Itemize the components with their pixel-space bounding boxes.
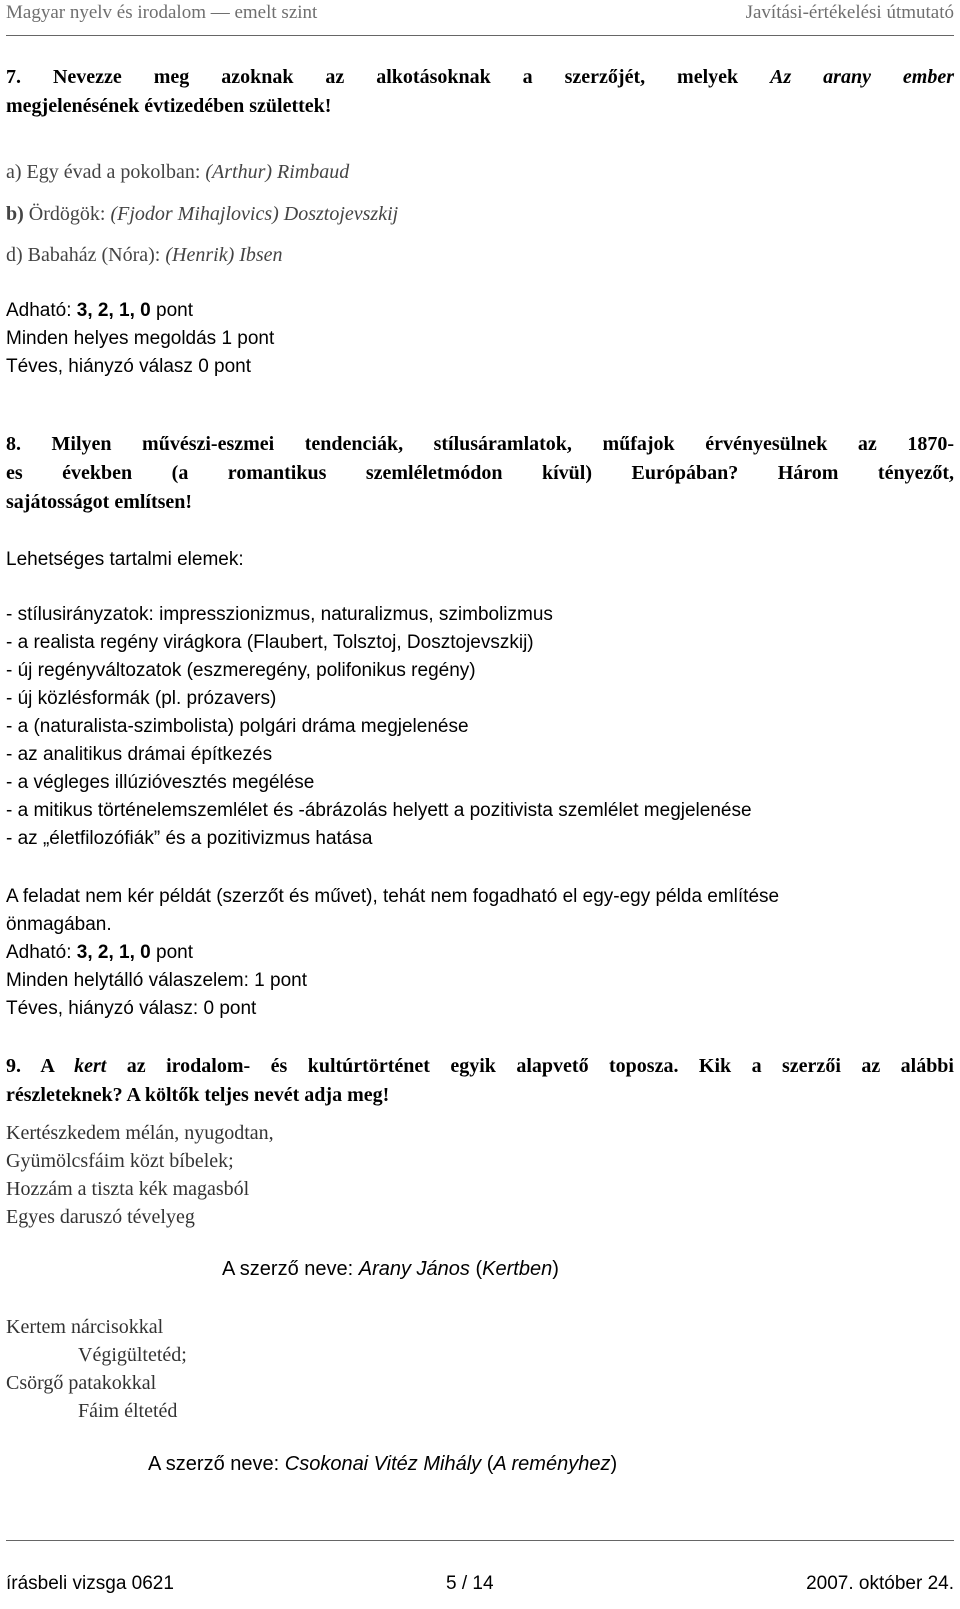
q9-kert: kert	[74, 1055, 107, 1077]
q9-rest: az irodalom- és kultúrtörténet egyik alapvető toposza. Kik a szerzői az alábbi	[106, 1055, 954, 1077]
subheading-text: Lehetséges tartalmi elemek:	[6, 549, 244, 570]
q9-line2: részleteknek? A költők teljes nevét adja meg!	[6, 1084, 390, 1106]
list-item: - a mitikus történelemszemlélet és -ábrázolás helyett a pozitivista szemlélet megjelenése	[6, 800, 752, 821]
scoring-prefix: Adható:	[6, 300, 77, 321]
poem-line: Gyümölcsfáim közt bíbelek;	[6, 1150, 234, 1172]
answer-author: (Fjodor Mihajlovics) Dosztojevszkij	[110, 203, 399, 225]
author-answer-2: A szerző neve: Csokonai Vitéz Mihály (A reményhez)	[148, 1453, 618, 1475]
author-work: Kertben	[482, 1258, 553, 1280]
q8-line3: sajátosságot említsen!	[6, 491, 193, 513]
page-footer	[6, 1573, 954, 1599]
list-item: - a realista regény virágkora (Flaubert, Tolsztoj, Dosztojevszkij)	[6, 632, 534, 653]
poem-line: Egyes daruszó tévelyeg	[6, 1206, 195, 1228]
footer-center: 5 / 14	[446, 1573, 494, 1594]
scoring-suffix: pont	[150, 300, 193, 321]
footer-right: 2007. október 24.	[806, 1573, 954, 1594]
footer-left: írásbeli vizsga 0621	[6, 1573, 174, 1594]
scoring-values: 3, 2, 1, 0	[76, 300, 151, 321]
question-9	[6, 1052, 954, 1110]
q7-text: 7. Nevezze meg azoknak az alkotásoknak a szerzőjét, melyek	[6, 66, 771, 88]
list-item: - a végleges illúzióvesztés megélése	[6, 772, 315, 793]
q8-subheading	[6, 546, 954, 574]
note-line: önmagában.	[6, 914, 112, 935]
poem-line: Hozzám a tiszta kék magasból	[6, 1178, 250, 1200]
header-right: Javítási-értékelési útmutató	[745, 2, 954, 23]
header-rule	[6, 35, 954, 36]
answer-work: d) Babaház (Nóra):	[6, 244, 166, 266]
list-item: - új közlésformák (pl. prózavers)	[6, 688, 277, 709]
scoring-rule: Minden helytálló válaszelem: 1 pont	[6, 970, 308, 991]
question-8	[6, 430, 954, 517]
poem-line: Végigültetéd;	[78, 1344, 187, 1366]
poem-line: Kertészkedem mélán, nyugodtan,	[6, 1122, 274, 1144]
poem-line: Fáim éltetéd	[78, 1400, 178, 1422]
scoring-rule: Téves, hiányzó válasz 0 pont	[6, 356, 252, 377]
author-work: A reményhez	[493, 1453, 611, 1475]
answer-author: (Henrik) Ibsen	[165, 244, 283, 266]
q7-answer-b	[6, 200, 954, 228]
header-left: Magyar nyelv és irodalom — emelt szint	[6, 2, 318, 23]
answer-work: Ördögök:	[23, 203, 111, 225]
q8-items-list	[6, 601, 954, 853]
list-item: - új regényváltozatok (eszmeregény, polifonikus regény)	[6, 660, 476, 681]
scoring-line	[6, 939, 954, 967]
poem-line: Csörgő patakokkal	[6, 1372, 157, 1394]
author-answer-1: A szerző neve: Arany János (Kertben)	[222, 1258, 559, 1280]
footer-rule	[6, 1540, 954, 1541]
list-item: - stílusirányzatok: impresszionizmus, naturalizmus, szimbolizmus	[6, 604, 553, 625]
q7-answer-a	[6, 158, 954, 186]
list-item: - az analitikus drámai építkezés	[6, 744, 273, 765]
note-line: A feladat nem kér példát (szerzőt és művet), tehát nem fogadható el egy-egy példa említése	[6, 886, 780, 907]
q7-line2: megjelenésének évtizedében születtek!	[6, 95, 332, 117]
scoring-rule: Minden helyes megoldás 1 pont	[6, 328, 275, 349]
author-name: Csokonai Vitéz Mihály	[284, 1453, 482, 1475]
author-label: A szerző neve:	[148, 1453, 285, 1475]
scoring-values: 3, 2, 1, 0	[76, 942, 151, 963]
q9-prefix: 9. A	[6, 1055, 75, 1077]
author-name: Arany János	[358, 1258, 470, 1280]
q8-line1: 8. Milyen művészi-eszmei tendenciák, stílusáramlatok, műfajok érvényesülnek az 1870-	[6, 433, 954, 455]
q8-note-and-scoring	[6, 883, 954, 1023]
author-label: A szerző neve:	[222, 1258, 359, 1280]
scoring-suffix: pont	[150, 942, 193, 963]
answer-work: a) Egy évad a pokolban:	[6, 161, 206, 183]
q7-answer-d	[6, 241, 954, 269]
page-header	[6, 2, 954, 28]
q7-scoring	[6, 297, 954, 381]
poem-line: Kertem nárcisokkal	[6, 1316, 164, 1338]
list-item: - az „életfilozófiák” és a pozitivizmus hatása	[6, 828, 373, 849]
q8-line2: es években (a romantikus szemléletmódon kívül) Európában? Három tényezőt,	[6, 462, 954, 484]
answer-author: (Arthur) Rimbaud	[205, 161, 350, 183]
q7-title: Az arany ember	[770, 66, 955, 88]
list-item: - a (naturalista-szimbolista) polgári dráma megjelenése	[6, 716, 469, 737]
scoring-line	[6, 297, 954, 325]
answer-prefix: b)	[6, 203, 24, 225]
poem-excerpt-1	[6, 1119, 954, 1231]
scoring-prefix: Adható:	[6, 942, 77, 963]
scoring-rule: Téves, hiányzó válasz: 0 pont	[6, 998, 257, 1019]
question-7	[6, 63, 954, 121]
poem-excerpt-2	[6, 1313, 954, 1425]
